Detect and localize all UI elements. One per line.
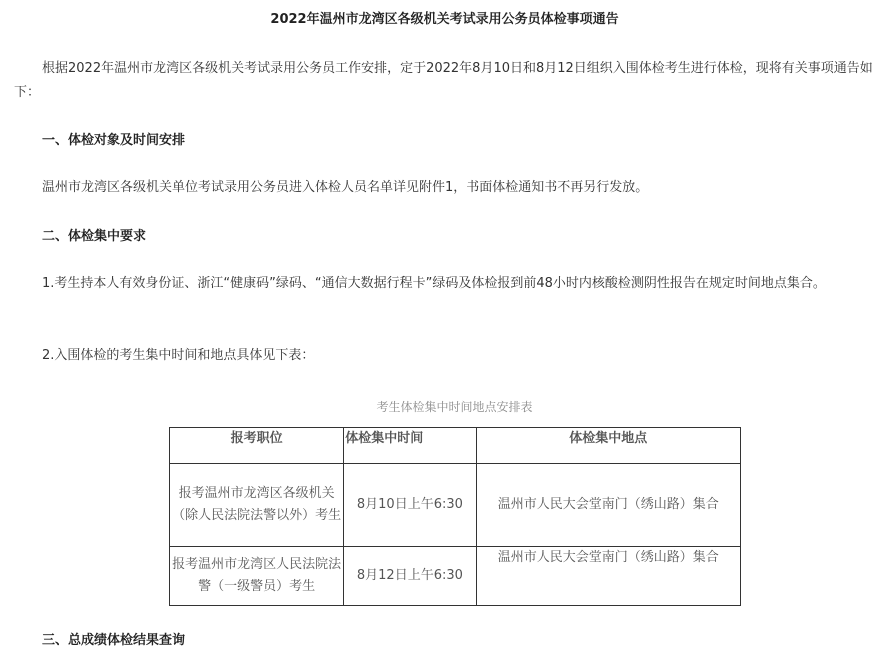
intro-paragraph: 根据2022年温州市龙湾区各级机关考试录用公务员工作安排，定于2022年8月10日和8月12日组织入围体检考生进行体检，现将有关事项通告如下： xyxy=(14,61,873,100)
section-heading-3: 三、总成绩体检结果查询 xyxy=(42,633,186,648)
schedule-table xyxy=(169,427,741,606)
section-1-paragraph: 温州市龙湾区各级机关单位考试录用公务员进入体检人员名单详见附件1，书面体检通知书不再另行发放。 xyxy=(42,180,649,195)
cell-place: 温州市人民大会堂南门（绣山路）集合 xyxy=(476,547,740,606)
page-title: 2022年温州市龙湾区各级机关考试录用公务员体检事项通告 xyxy=(270,12,619,27)
cell-position: 报考温州市龙湾区各级机关（除人民法院法警以外）考生 xyxy=(170,464,344,547)
section-heading-2: 二、体检集中要求 xyxy=(42,229,147,244)
header-time: 体检集中时间 xyxy=(344,428,476,464)
section-heading-1: 一、体检对象及时间安排 xyxy=(42,133,186,148)
requirement-item-1: 1.考生持本人有效身份证、浙江“健康码”绿码、“通信大数据行程卡”绿码及体检报到前48小时内核酸检测阴性报告在规定时间地点集合。 xyxy=(42,276,826,291)
header-position: 报考职位 xyxy=(170,428,344,464)
cell-place: 温州市人民大会堂南门（绣山路）集合 xyxy=(476,464,740,547)
cell-time: 8月12日上午6:30 xyxy=(344,547,476,606)
header-place: 体检集中地点 xyxy=(476,428,740,464)
cell-position: 报考温州市龙湾区人民法院法警（一级警员）考生 xyxy=(170,547,344,606)
table-row xyxy=(170,547,741,606)
table-row xyxy=(170,464,741,547)
requirement-item-2: 2.入围体检的考生集中时间和地点具体见下表： xyxy=(42,348,315,363)
table-caption: 考生体检集中时间地点安排表 xyxy=(376,400,533,414)
table-header-row xyxy=(170,428,741,464)
cell-time: 8月10日上午6:30 xyxy=(344,464,476,547)
